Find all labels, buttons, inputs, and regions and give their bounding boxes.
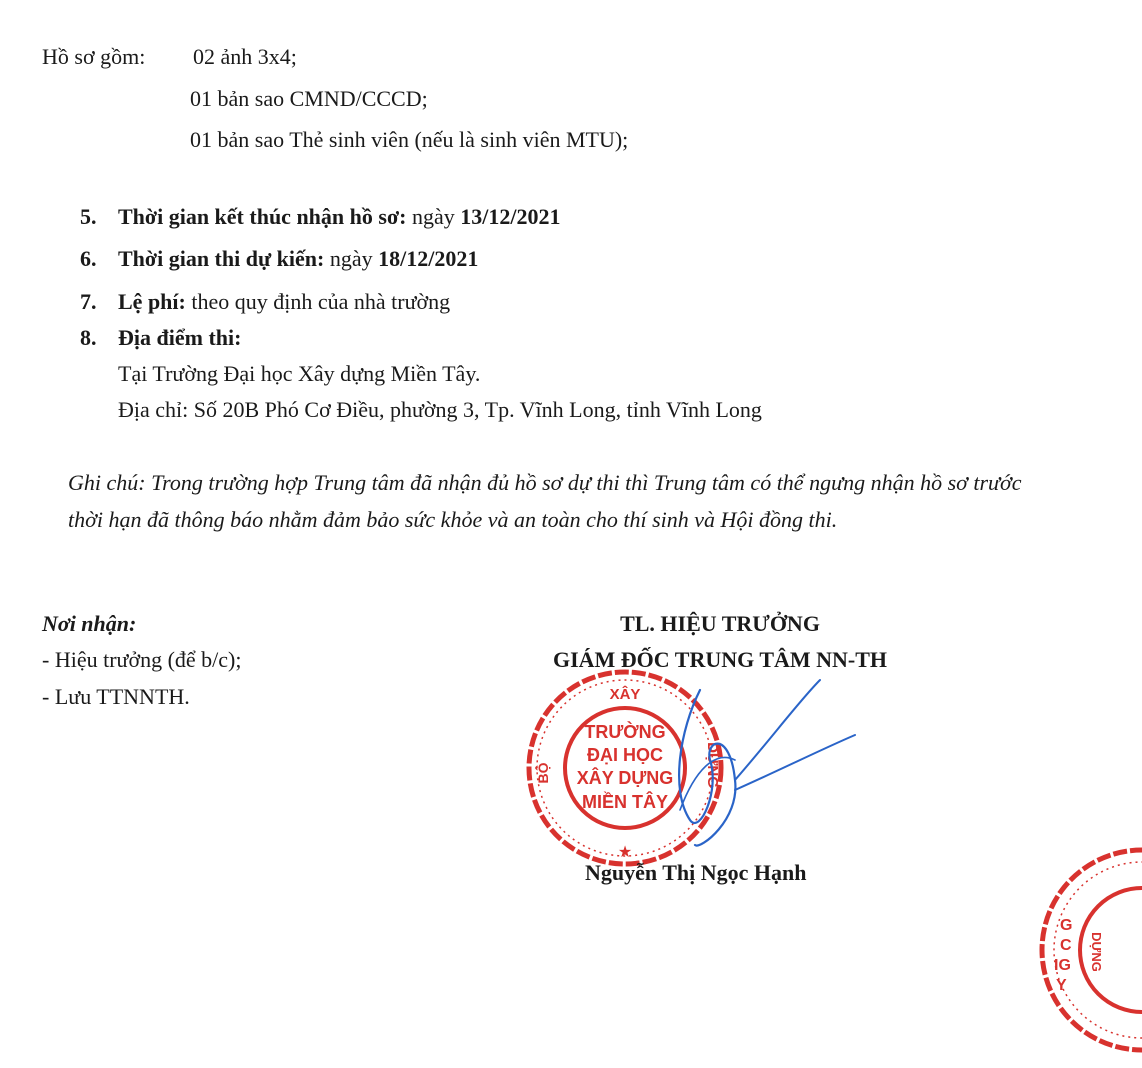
section-number: 7. <box>80 289 97 314</box>
stamp-line: MIỀN TÂY <box>581 792 669 812</box>
section-value: 18/12/2021 <box>378 246 479 271</box>
stamp-fragment-line: IG <box>1054 957 1071 974</box>
stamp-line: ĐẠI HỌC <box>587 745 663 765</box>
section-6 <box>80 246 478 272</box>
recipient-item: - Hiệu trưởng (để b/c); <box>42 647 242 672</box>
recipients-title: Nơi nhận: <box>42 611 137 636</box>
location-line: Tại Trường Đại học Xây dựng Miền Tây. <box>118 361 481 386</box>
section-number: 8. <box>80 325 97 350</box>
section-title: Thời gian kết thúc nhận hồ sơ: <box>118 204 407 229</box>
section-text: theo quy định của nhà trường <box>185 289 451 314</box>
document-item: 02 ảnh 3x4; <box>193 44 297 69</box>
stamp-line: XÂY DỰNG <box>576 768 674 788</box>
stamp-fragment-line: C <box>1060 937 1072 954</box>
signature-role: GIÁM ĐỐC TRUNG TÂM NN-TH <box>552 647 888 672</box>
section-title: Thời gian thi dự kiến: <box>118 246 325 271</box>
signature-title: TL. HIỆU TRƯỞNG <box>620 611 820 636</box>
stamp-fragment-ring: DỰNG <box>1089 932 1104 972</box>
section-number: 6. <box>80 246 97 271</box>
section-text: ngày <box>324 246 379 271</box>
section-8 <box>80 325 241 351</box>
stamp-ring-top: XÂY <box>609 686 641 703</box>
signer-name: Nguyễn Thị Ngọc Hạnh <box>585 860 807 885</box>
stamp-fragment-line: G <box>1060 917 1073 934</box>
section-7 <box>80 289 450 315</box>
recipient-item: - Lưu TTNNTH. <box>42 684 190 709</box>
section-value: 13/12/2021 <box>460 204 561 229</box>
address-line: Địa chỉ: Số 20B Phó Cơ Điều, phường 3, Tp. Vĩnh Long, tỉnh Vĩnh Long <box>118 397 762 422</box>
document-item: 01 bản sao CMND/CCCD; <box>190 86 428 111</box>
section-text: ngày <box>406 204 461 229</box>
stamp-star-icon: ★ <box>617 844 633 861</box>
stamp-fragment-line: Y <box>1056 977 1067 994</box>
note-paragraph: Ghi chú: Trong trường hợp Trung tâm đã nhận đủ hồ sơ dự thi thì Trung tâm có thể ngưng nhận hồ sơ trước thời hạn đã thông báo nhằm đảm bảo sức khỏe và an toàn cho thí sinh và Hội đồng thi. <box>68 470 1022 532</box>
stamp-ring-right: DỰNG <box>704 742 721 788</box>
documents-label: Hồ sơ gồm: <box>42 44 146 69</box>
section-number: 5. <box>80 204 97 229</box>
handwritten-signature <box>640 670 940 870</box>
stamp-fragment <box>1020 840 1142 1060</box>
section-5 <box>80 204 560 230</box>
stamp-ring-left: BỘ <box>535 762 551 784</box>
section-title: Lệ phí: <box>118 289 186 314</box>
section-title: Địa điểm thi: <box>118 325 242 350</box>
document-item: 01 bản sao Thẻ sinh viên (nếu là sinh viên MTU); <box>190 127 629 152</box>
stamp-line: TRƯỜNG <box>584 722 666 742</box>
